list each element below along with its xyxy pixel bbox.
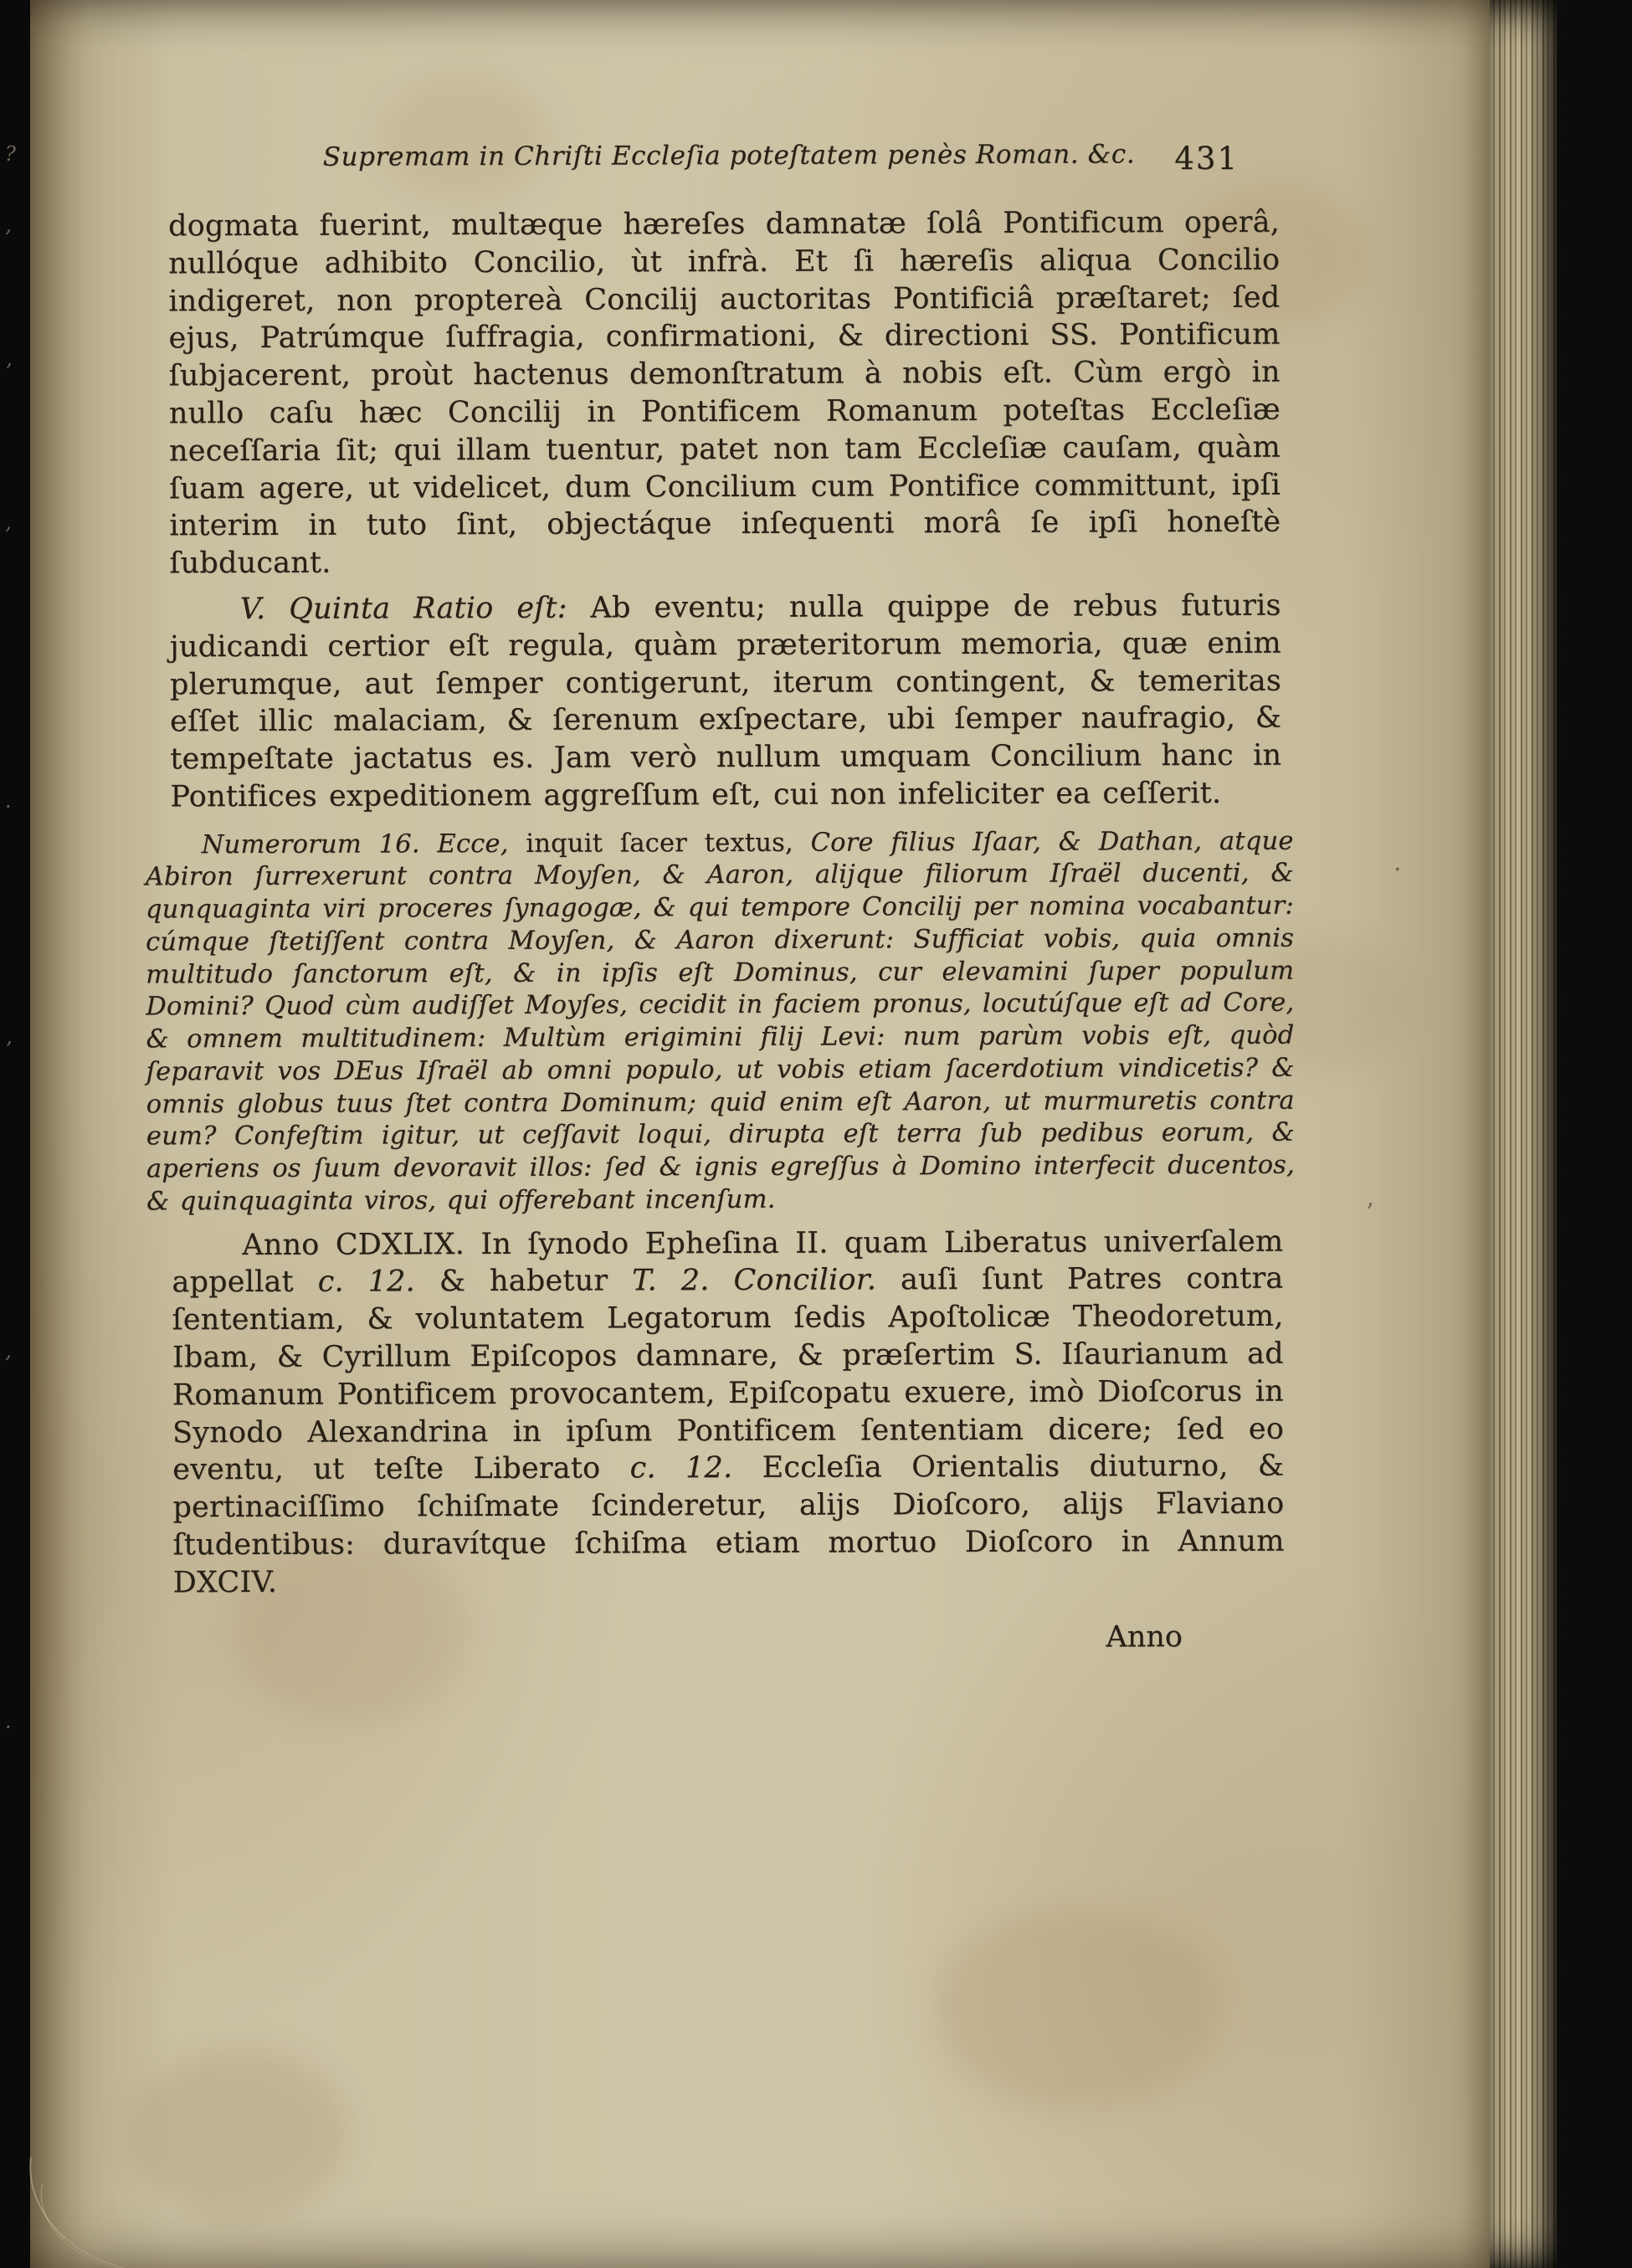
paper-stain — [934, 1908, 1219, 2109]
text-segment: & habetur — [439, 1264, 633, 1299]
paragraph — [172, 1223, 1285, 1602]
paragraph — [168, 204, 1281, 583]
running-title: Supremam in Chriſti Eccleſia poteſtatem penès Roman. &c. — [322, 139, 1136, 172]
text-segment: auſi ſunt Patres contra ſententiam, & voluntatem Legatorum ſedis Apoſtolicæ Theodoretum, Ibam, & Cyrillum Epiſcopos damnare, & præſertim S. Iſaurianum ad Romanum Pontificem provocantem, Epiſcopatu exuere, imò Dioſcorus in Synodo Alexandrina in ipſum Pontificem ſententiam dicere; ſed eo eventu, ut teſte Liberato — [172, 1262, 1285, 1487]
margin-mark: ‚ — [5, 511, 12, 534]
margin-mark: ʼ — [5, 360, 12, 383]
text-segment: dogmata fuerint, multæque hæreſes damnatæ ſolâ Pontificum operâ, nullóque adhibito Concilio, ùt infrà. Et ſi hæreſis aliqua Concilio indigeret, non proptereà Concilij auctoritas Pontificiâ præſtaret; ſed ejus, Patrúmque ſuffragia, confirmationi, & directioni SS. Pontificum ſubjacerent, proùt hactenus demonſtratum à nobis eſt. Cùm ergò in nullo caſu hæc Concilij in Pontificem Romanum poteſtas Eccleſiæ neceſſaria ſit; qui illam tuentur, patet non tam Eccleſiæ cauſam, quàm ſuam agere, ut videlicet, dum Concilium cum Pontifice committunt, ipſi interim in tuto ſint, objectáque inſequenti morâ ſe ipſi honeſtè ſubducant. — [167, 205, 1281, 581]
paragraph — [170, 588, 1282, 816]
text-segment: Core filius Iſaar, & Dathan, atque Abiron ſurrexerunt contra Moyſen, & Aaron, alijque filiorum Iſraël ducenti, & qunquaginta viri proceres ſynagogæ, & qui tempore Concilij per nomina vocabantur: cúmque ſtetiſſent contra Moyſen, & Aaron dixerunt: Sufficiat vobis, quia omnis multitudo ſanctorum eſt, & in ipſis eſt Dominus, cur elevamini ſuper populum Domini? Quod cùm audiſſet Moyſes, cecidit in faciem pronus, locutúſque eſt ad Core, & omnem multitudinem: Multùm erigimini filij Levi: num parùm vobis eſt, quòd ſeparavit vos DEus Iſraël ab omni populo, ut vobis etiam ſacerdotium vindicetis? & omnis globus tuus ſtet contra Dominum; quid enim eſt Aaron, ut murmuretis contra eum? Confeſtim igitur, ut ceſſavit loqui, dirupta eſt terra ſub pedibus eorum, & aperiens os ſuum devoravit illos: ſed & ignis egreſſus à Domino interfecit ducentos, & quinquaginta viros, qui offerebant incenſum. — [145, 826, 1296, 1217]
text-segment: inquit ſacer textus, — [526, 828, 811, 859]
text-segment: c. 12. — [629, 1451, 762, 1485]
margin-mark: ? — [5, 142, 16, 166]
text-segment: Anno CDXLIX. In ſynodo Epheſina II. quam Liberatus univerſalem appellat — [172, 1224, 1284, 1300]
margin-mark: · — [5, 1716, 12, 1739]
page-number: 431 — [1174, 141, 1239, 177]
page-header — [172, 141, 1286, 184]
page-mark: ’ — [1366, 1198, 1374, 1228]
margin-mark: · — [5, 795, 12, 818]
margin-mark: ʼ — [5, 1038, 12, 1061]
catchword: Anno — [1106, 1619, 1183, 1654]
text-segment: Numerorum 16. Ecce, — [201, 829, 526, 859]
text-segment: T. 2. Concilior. — [632, 1263, 901, 1298]
text-segment: c. 12. — [317, 1265, 439, 1300]
left-margin-marks — [0, 0, 30, 2268]
paragraph — [146, 825, 1296, 1219]
paper-stain — [131, 2050, 348, 2218]
page-mark: · — [1393, 855, 1402, 885]
margin-mark: ‚ — [5, 1339, 12, 1362]
text-block — [145, 204, 1296, 1657]
margin-mark: ‚ — [5, 213, 12, 237]
text-segment: V. Quinta Ratio eſt: — [239, 591, 591, 626]
page-edges — [1490, 0, 1557, 2268]
text-segment: Ab eventu; nulla quippe de rebus futuris judicandi certior eſt regula, quàm præteritorum memoria, quæ enim plerumque, aut ſemper contigerunt, iterum contingent, & temeritas eſſet illic malaciam, & ſerenum exſpectare, ubi ſemper naufragio, & tempeſtate jactatus es. Jam verò nullum umquam Concilium hanc in Pontifices expeditionem aggreſſum eſt, cui non infeliciter ea ceſſerit. — [169, 588, 1282, 814]
book-page — [30, 0, 1490, 2268]
paragraphs-container — [145, 204, 1296, 1602]
text-segment: Eccleſia Orientalis diuturno, & pertinaciſſimo ſchiſmate ſcinderetur, alijs Dioſcoro, alijs Flaviano ſtudentibus: duravítque ſchiſma etiam mortuo Dioſcoro in Annum DXCIV. — [172, 1450, 1285, 1600]
